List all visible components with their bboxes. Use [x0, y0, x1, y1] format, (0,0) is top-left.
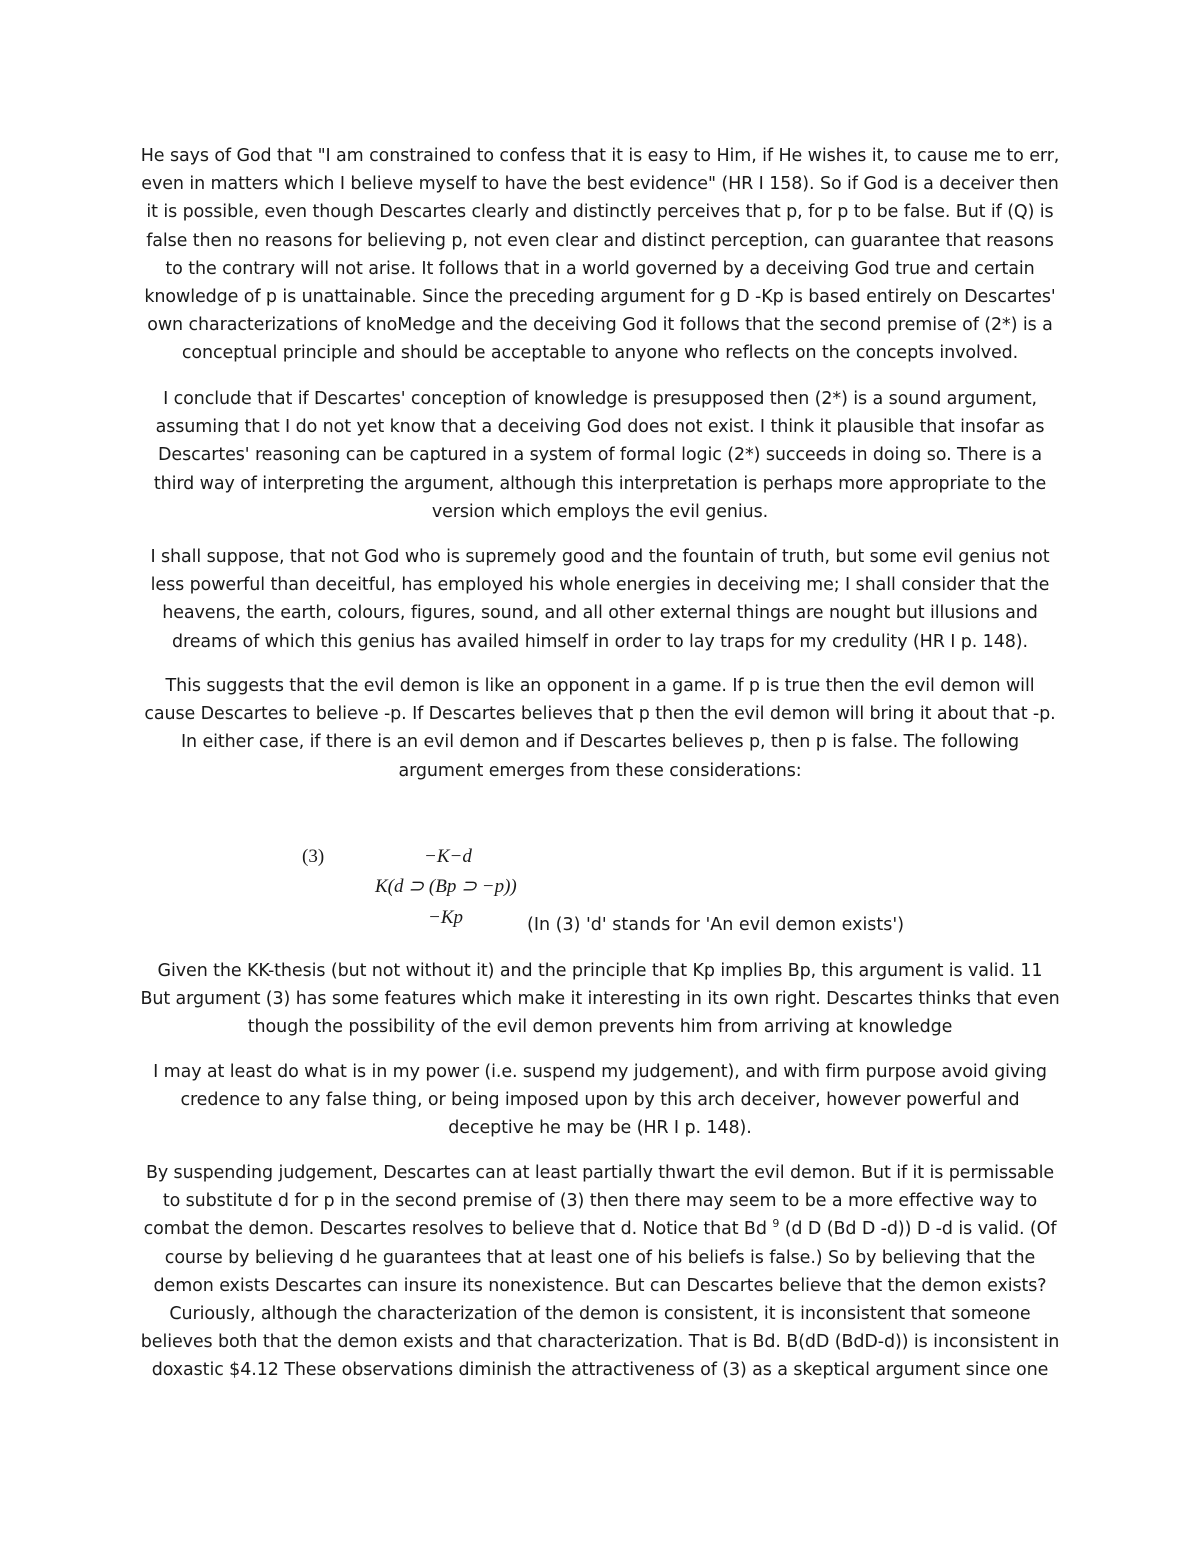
text-line: doxastic $4.12 These observations diminish the attractiveness of (3) as a skeptical argument since one — [151, 1360, 1049, 1381]
text-line: Given the KK-thesis (but not without it) and the principle that Kp implies Bp, this argument is valid. 11 — [157, 961, 1043, 981]
text-line: He says of God that "I am constrained to confess that it is easy to Him, if He wishes it, to cause me to err, — [140, 146, 1060, 166]
text-line: assuming that I do not yet know that a deceiving God does not exist. I think it plausible that insofar as — [155, 417, 1045, 438]
text-line: I may at least do what is in my power (i.e. suspend my judgement), and with firm purpose avoid giving — [153, 1062, 1047, 1082]
text-line: Descartes' reasoning can be captured in a system of formal logic (2*) succeeds in doing so. There is a — [158, 445, 1042, 466]
text-segment: (d D (Bd D -d)) D -d is valid. (Of — [779, 1219, 1057, 1240]
paragraph-opponent-game — [130, 672, 1070, 785]
text-line: By suspending judgement, Descartes can at least partially thwart the evil demon. But if it is permissable — [145, 1163, 1055, 1183]
quotation-evil-genius — [130, 543, 1070, 656]
paragraph-god-deceiver — [130, 142, 1070, 368]
paragraph-kk-thesis — [130, 957, 1070, 1042]
text-line: own characterizations of knoMedge and the deceiving God it follows that the second premise of (2*) is a — [147, 315, 1053, 336]
text-line: it is possible, even though Descartes clearly and distinctly perceives that p, for p to be false. But if (Q) is — [146, 202, 1054, 223]
text-line: to the contrary will not arise. It follows that in a world governed by a deceiving God true and certain — [165, 258, 1035, 279]
text-segment: combat the demon. Descartes resolves to believe that d. Notice that Bd — [143, 1219, 767, 1240]
quotation-suspend-judgement — [130, 1058, 1070, 1143]
footnote-marker: 9 — [772, 1217, 780, 1231]
text-line: I shall suppose, that not God who is supremely good and the fountain of truth, but some evil genius not — [150, 547, 1050, 567]
paragraph-suspending-judgement — [130, 1159, 1070, 1385]
text-line: deceptive he may be (HR I p. 148). — [448, 1118, 752, 1139]
text-line: course by believing d he guarantees that at least one of his beliefs is false.) So by believing that the — [164, 1247, 1036, 1268]
formula-premise-1: −K−d — [424, 846, 472, 867]
text-line — [130, 1215, 1070, 1243]
text-line: dreams of which this genius has availed himself in order to lay traps for my credulity (HR I p. 148). — [172, 631, 1028, 652]
formula-label: (3) — [302, 846, 325, 867]
text-line: credence to any false thing, or being imposed upon by this arch deceiver, however powerful and — [180, 1090, 1020, 1111]
text-line: to substitute d for p in the second premise of (3) then there may seem to be a more effective way to — [162, 1191, 1038, 1212]
text-line: Curiously, although the characterization of the demon is consistent, it is inconsistent that someone — [169, 1304, 1031, 1325]
text-line: argument emerges from these considerations: — [398, 760, 802, 781]
text-line: In either case, if there is an evil demon and if Descartes believes p, then p is false. The following — [180, 732, 1020, 753]
text-line: version which employs the evil genius. — [431, 501, 769, 522]
text-line: even in matters which I believe myself to have the best evidence" (HR I 158). So if God is a deceiver then — [141, 174, 1059, 195]
text-line: cause Descartes to believe -p. If Descartes believes that p then the evil demon will bring it about that -p. — [144, 704, 1056, 725]
paragraph-conclusion — [130, 385, 1070, 526]
text-line: though the possibility of the evil demon prevents him from arriving at knowledge — [247, 1017, 953, 1038]
formula-premise-2: K(d ⊃ (Bp ⊃ −p)) — [375, 876, 517, 897]
text-line: heavens, the earth, colours, figures, sound, and all other external things are nought but illusions and — [162, 603, 1038, 624]
text-line: believes both that the demon exists and that characterization. That is Bd. B(dD (BdD-d)) is inconsistent in — [140, 1332, 1060, 1353]
text-line: third way of interpreting the argument, although this interpretation is perhaps more appropriate to the — [153, 473, 1047, 494]
text-line: But argument (3) has some features which make it interesting in its own right. Descartes thinks that even — [140, 989, 1060, 1010]
text-line: less powerful than deceitful, has employed his whole energies in deceiving me; I shall consider that the — [150, 575, 1050, 596]
text-line: conceptual principle and should be acceptable to anyone who reflects on the concepts involved. — [181, 343, 1019, 364]
formula-note: (In (3) 'd' stands for 'An evil demon exists') — [527, 915, 905, 935]
text-line: This suggests that the evil demon is like an opponent in a game. If p is true then the evil demon will — [165, 676, 1035, 696]
text-line: demon exists Descartes can insure its nonexistence. But can Descartes believe that the demon exists? — [153, 1275, 1047, 1296]
formula-conclusion: −Kp — [428, 907, 463, 928]
text-line: knowledge of p is unattainable. Since the preceding argument for g D -Kp is based entirely on Descartes' — [144, 287, 1056, 308]
text-line: I conclude that if Descartes' conception of knowledge is presupposed then (2*) is a sound argument, — [163, 389, 1037, 409]
text-line: false then no reasons for believing p, not even clear and distinct perception, can guarantee that reasons — [146, 230, 1054, 251]
